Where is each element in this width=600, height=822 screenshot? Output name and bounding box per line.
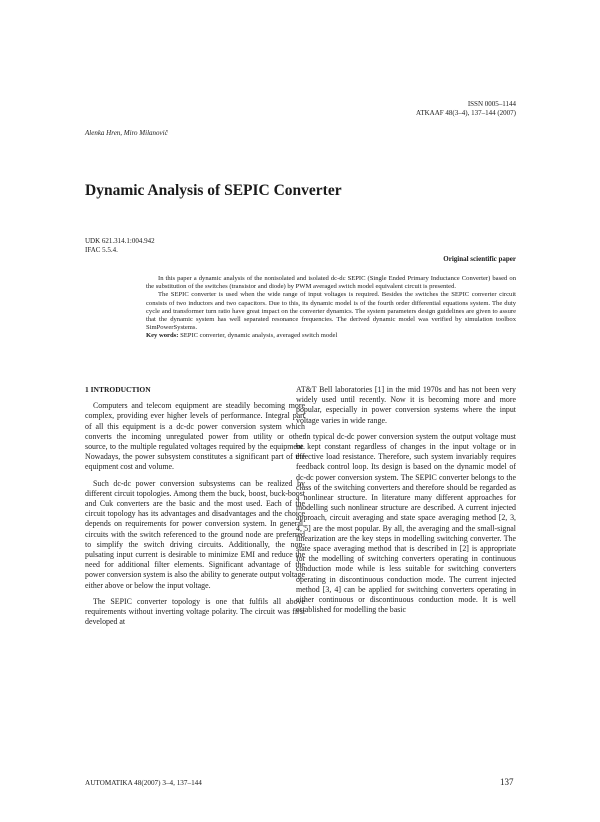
intro-paragraph-4: AT&T Bell laboratories [1] in the mid 1970s and has not been very widely used until recently. Now it is becoming more and more popular, especially in power conversion systems where the input voltage varies in wide range. — [296, 385, 516, 425]
udk-code: UDK 621.314.1:004.942 — [85, 237, 155, 245]
classification — [85, 237, 155, 255]
paper-type: Original scientific paper — [443, 255, 516, 263]
right-column — [296, 385, 516, 621]
intro-paragraph-2: Such dc-dc power conversion subsystems can be realized by different circuit topologies. Among them the buck, boost, buck-boost and Cuk converters are the basic and the most used. Each of the circuit topology has its advantages and disadvantages and the choice depends on requirements for power conversion system. In general, circuits with the switch referenced to the ground node are preferred to simplify the switch driving circuits. Additionally, the non-pulsating input current is desirable to minimize EMI and reduce the need for additional filter elements. Significant advantage of the power conversion system is also the ability to generate output voltage either above or below the input voltage. — [85, 478, 306, 590]
intro-paragraph-1: Computers and telecom equipment are steadily becoming more complex, providing ever higher levels of performance. Integral part of all this equipment is a dc-dc power conversion system which converts the incoming unregulated power from utility or other source, to the multiple regulated voltages required by the equipment. Nowadays, the power subsystem constitutes a significant part of the equipment cost and volume. — [85, 401, 305, 472]
abstract-paragraph-2: The SEPIC converter is used when the wide range of input voltages is required. Besides the switches the SEPIC converter circuit consists of two inductors and two capacitors. Due to this, its dynamic model is of the fourth order differential equations system. The duty cycle and transformer turn ratio have great impact on the converter dynamics. The system parameters design guidelines are given to assure that the dynamic system has well separated resonance frequencies. The derived dynamic model was verified by simulation toolbox SimPowerSystems. — [146, 291, 516, 332]
intro-paragraph-5: In typical dc-dc power conversion system the output voltage must be kept constant regardless of changes in the input voltage or in effective load resistance. Therefore, such system invariably requires feedback control loop. Its design is based on the dynamic model of dc-dc power conversion system. The SEPIC converter belongs to the class of the switching converters and therefore should be regarded as a nonlinear structure. In literature many different approaches for modelling such nonlinear structure are described. A current injected approach, circuit averaging and state space averaging method [2, 3, 4, 5] are the most popular. By all, the averaging and the small-signal linearization are the key steps in modelling switching converter. The state space averaging method that is described in [2] is appropriate for the modelling of switching converters operating in continuous conduction mode while is less suitable for switching converters operating in discontinuous conduction mode. The current injected method [3, 4] can be applied for switching converters operating in either continuous or discontinuous conduction mode. It is well established for modelling the basic — [296, 431, 516, 615]
page-number: 137 — [500, 777, 514, 787]
authors: Alenka Hren, Miro Milanovič — [85, 129, 168, 137]
issn-header — [416, 100, 516, 118]
paper-title: Dynamic Analysis of SEPIC Converter — [85, 182, 342, 199]
abstract-paragraph-1: In this paper a dynamic analysis of the nonisolated and isolated dc-dc SEPIC (Single Ended Primary Inductance Converter) based on the substitution of the switches (transistor and diode) by PWM averaged switch model equivalent circuit is presented. — [146, 275, 516, 291]
section-heading: 1 INTRODUCTION — [85, 385, 151, 394]
keywords — [146, 332, 516, 340]
left-column — [85, 385, 305, 633]
journal-reference: ATKAAF 48(3–4), 137–144 (2007) — [416, 109, 516, 117]
keywords-text: SEPIC converter, dynamic analysis, averaged switch model — [180, 332, 338, 340]
issn: ISSN 0005–1144 — [467, 100, 516, 108]
ifac-code: IFAC 5.5.4. — [85, 246, 118, 254]
keywords-label: Key words: — [146, 332, 179, 340]
intro-paragraph-3: The SEPIC converter topology is one that fulfils all above requirements without inverting voltage polarity. The circuit was first developed at — [85, 596, 305, 627]
footer-journal: AUTOMATIKA 48(2007) 3–4, 137–144 — [85, 779, 202, 787]
abstract — [146, 275, 516, 341]
